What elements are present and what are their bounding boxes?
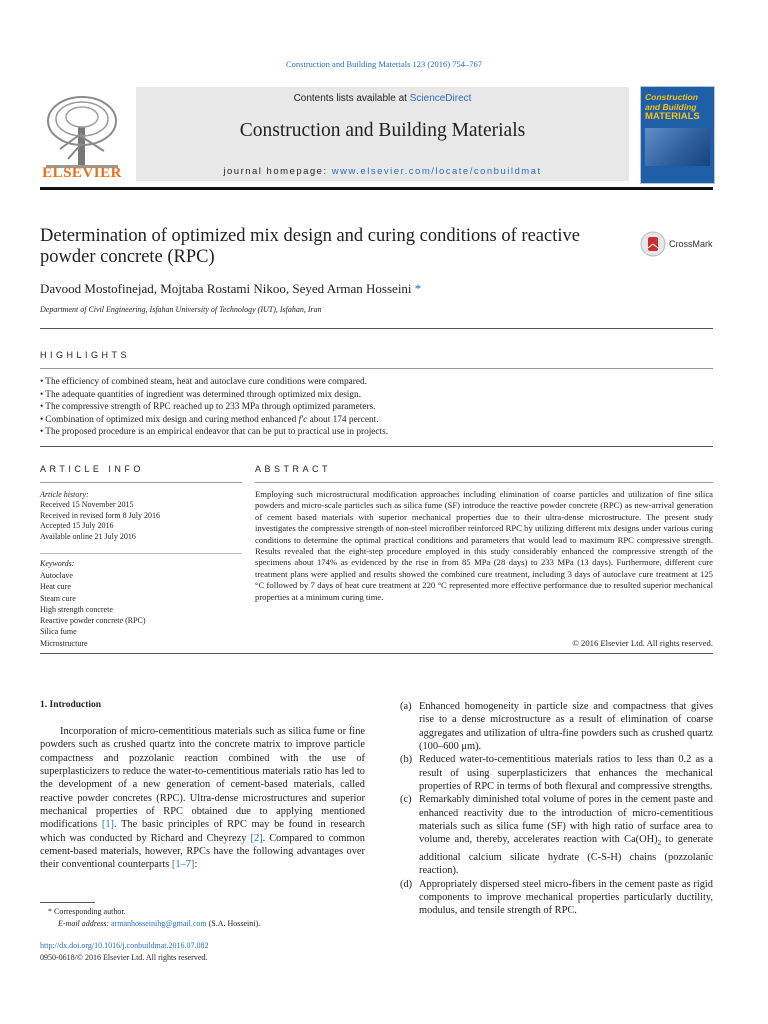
section-rule xyxy=(40,446,713,447)
journal-homepage xyxy=(136,166,629,177)
journal-cover-image xyxy=(640,86,715,184)
keywords-label: Keywords: xyxy=(40,559,75,568)
highlight-item: • The efficiency of combined steam, heat and autoclave cure conditions were compared. xyxy=(40,376,713,389)
highlight-item: • The proposed procedure is an empirical endeavor that can be put to practical use in projects. xyxy=(40,426,713,439)
keyword: High strength concrete xyxy=(40,604,113,614)
cover-line: Construction xyxy=(645,92,698,102)
list-marker: (d) xyxy=(400,878,413,890)
highlight-item: • The adequate quantities of ingredient was determined through optimized mix design. xyxy=(40,389,713,402)
list-marker: (b) xyxy=(400,754,413,766)
paragraph-text: Incorporation of micro-cementitious materials such as silica fume or fine powders such as crushed quartz into the concrete matrix to improve particle compactness and pozzolanic reaction combined with the use of superplasticizers to reduce the water-to-cementitious materials ratio has led to the development of a new generation of cement-based materials, called reactive powder concretes (RPC). Ultra-dense microstructures and superior mechanical properties of RPC obtained due to applying mentioned modifications xyxy=(40,726,365,831)
crossmark-label: CrossMark xyxy=(669,239,713,249)
email-link[interactable]: armanhosseinihg@gmail.com xyxy=(111,919,207,928)
keyword: Silica fume xyxy=(40,627,77,637)
keyword: Heat cure xyxy=(40,582,71,592)
corresponding-author-marker[interactable]: * xyxy=(414,281,422,296)
issn-line: 0950-0618/© 2016 Elsevier Ltd. All rights reserved. xyxy=(40,953,208,962)
abstract-heading: ABSTRACT xyxy=(255,464,332,474)
keyword: Steam cure xyxy=(40,593,76,603)
abstract-rule xyxy=(255,482,713,483)
paragraph-text: : xyxy=(194,859,198,871)
email-suffix: (S.A. Hosseini). xyxy=(206,919,261,928)
history-entry: Available online 21 July 2016 xyxy=(40,532,136,542)
citation-link[interactable]: [2] xyxy=(250,832,263,844)
abstract-text: Employing such microstructural modification approaches including elimination of coarse particles and utilization of fine silica powders and micro-scale particles such as silica fume (SF) introduce the reactive powder concrete (RPC) as new-arrival generation of cement based materials with superior mechanical properties due to their ultra-dense microstructure. The present study investigates the compressive strength of non-steel microfiber reinforced RPC by utilizing different mix designs under various curing conditions to determine the optimal practical conditions and parameters that would lead to maximum RPC compressive strength. Results revealed that the eight-step procedure employed in this study considerably enhanced the compressive strength of the specimens about 174% as evidenced by the rise in from 85 MPa (28 days) to 233 MPa (13 days). Furthermore, different cure treatment plans were applied and results showed the combined cure treatment, including 3 days of autoclave cure treatment at 125 °C followed by 7 days of heat cure treatment at 220 °C represented more effective performance due to resulted superior mechanical properties at a minimum curing time. xyxy=(255,489,713,602)
author-list xyxy=(40,281,421,297)
history-label: Article history: xyxy=(40,490,89,499)
list-marker: (a) xyxy=(400,701,412,712)
history-entry: Received 15 November 2015 xyxy=(40,500,134,509)
paragraph-text: . Compared to common cement-based materials, however, RPCs have the following advantages over their conventional counterparts xyxy=(40,832,365,871)
publisher-name: ELSEVIER xyxy=(42,165,122,181)
list-marker: (c) xyxy=(400,794,412,806)
advantage-text: Appropriately dispersed steel micro-fibers in the cement paste as rigid components to improve mechanical properties particularly ductility, modulus, and tensile strength of RPC. xyxy=(419,878,713,917)
advantage-text: Enhanced homogeneity in particle size and compactness that gives rise to a dense microstructure as a result of elimination of coarse aggregates and utilization of ultra-fine powders such as crushed quartz (100–600 μm). xyxy=(419,701,713,753)
homepage-link[interactable]: www.elsevier.com/locate/conbuildmat xyxy=(331,166,542,177)
cover-title xyxy=(641,87,714,122)
contents-line xyxy=(136,93,629,104)
contents-prefix: Contents lists available at xyxy=(293,93,410,104)
advantage-item xyxy=(400,753,713,793)
highlight-text: Combination of optimized mix design and curing method enhanced xyxy=(45,414,299,425)
author-names: Davood Mostofinejad, Mojtaba Rostami Nikoo, Seyed Arman Hosseini xyxy=(40,281,412,296)
journal-citation[interactable]: Construction and Building Materials 123 (2016) 754–767 xyxy=(286,59,482,69)
citation-link[interactable]: [1] xyxy=(101,819,114,831)
keyword: Autoclave xyxy=(40,571,73,580)
introduction-paragraph xyxy=(40,725,365,872)
advantage-text: to generate additional calcium silicate hydrate (C-S-H) chains (pozzolanic reaction). xyxy=(419,834,713,877)
keywords-rule xyxy=(40,553,242,554)
article-info-heading: ARTICLE INFO xyxy=(40,464,144,474)
doi-link[interactable]: http://dx.doi.org/10.1016/j.conbuildmat.2016.07.082 xyxy=(40,941,209,950)
abstract-copyright: © 2016 Elsevier Ltd. All rights reserved. xyxy=(572,638,713,648)
introduction-heading: 1. Introduction xyxy=(40,700,102,710)
footnote-rule xyxy=(40,902,95,903)
journal-name: Construction and Building Materials xyxy=(239,120,526,141)
crossmark-badge[interactable] xyxy=(640,231,713,257)
homepage-prefix: journal homepage: xyxy=(223,166,332,177)
advantage-item xyxy=(400,878,713,918)
strength-symbol: f′c xyxy=(298,414,308,425)
cover-photo xyxy=(645,128,710,166)
history-list xyxy=(40,500,160,543)
keyword: Microstructure xyxy=(40,638,88,648)
header-rule xyxy=(40,187,713,190)
cover-line: MATERIALS xyxy=(645,111,700,122)
email-label: E-mail address: xyxy=(58,919,112,928)
highlights-rule xyxy=(40,368,713,369)
keywords-list xyxy=(40,570,146,649)
crossmark-icon xyxy=(640,231,666,257)
highlight-item xyxy=(40,414,713,427)
history-entry: Received in revised form 8 July 2016 xyxy=(40,510,160,520)
citation-link[interactable]: [1–7] xyxy=(171,859,195,871)
advantage-item xyxy=(400,700,713,753)
advantages-list xyxy=(400,700,713,918)
highlights-heading: HIGHLIGHTS xyxy=(40,350,131,360)
subscript: 2 xyxy=(657,839,662,848)
sciencedirect-link[interactable]: ScienceDirect xyxy=(409,93,472,104)
advantage-item xyxy=(400,793,713,877)
article-title: Determination of optimized mix design and curing conditions of reactive powder concrete (RPC) xyxy=(40,226,580,267)
highlights-list xyxy=(40,376,713,439)
paragraph-text: . The basic principles of RPC may be found in research which was conducted by Richard and Cheyrezy xyxy=(40,819,365,844)
keyword: Reactive powder concrete (RPC) xyxy=(40,616,146,626)
history-entry: Accepted 15 July 2016 xyxy=(40,521,114,531)
highlight-item: • The compressive strength of RPC reached up to 233 MPa through optimized parameters. xyxy=(40,401,713,414)
advantage-text: Remarkably diminished total volume of pores in the cement paste and enhanced reactivity due to the introduction of micro-cementitious materials such as silica fume (SF) with high ratio of surface area to volume and, thereby, accelerates reaction with Ca(OH) xyxy=(419,794,713,846)
article-info-rule xyxy=(40,482,242,483)
section-rule xyxy=(40,653,713,654)
highlight-text: about 174 percent. xyxy=(307,414,379,425)
corresponding-author-note: * Corresponding author. xyxy=(48,907,126,916)
cover-line: and Building xyxy=(645,102,697,112)
email-note xyxy=(58,919,260,928)
advantage-text: Reduced water-to-cementitious materials ratios to less than 0.2 as a result of using superplasticizers that enhances the mechanical properties of RPC in terms of both flexural and compressive strengths. xyxy=(419,754,713,793)
affiliation: Department of Civil Engineering, Isfahan University of Technology (IUT), Isfahan, Iran xyxy=(40,305,322,314)
section-rule xyxy=(40,328,713,329)
